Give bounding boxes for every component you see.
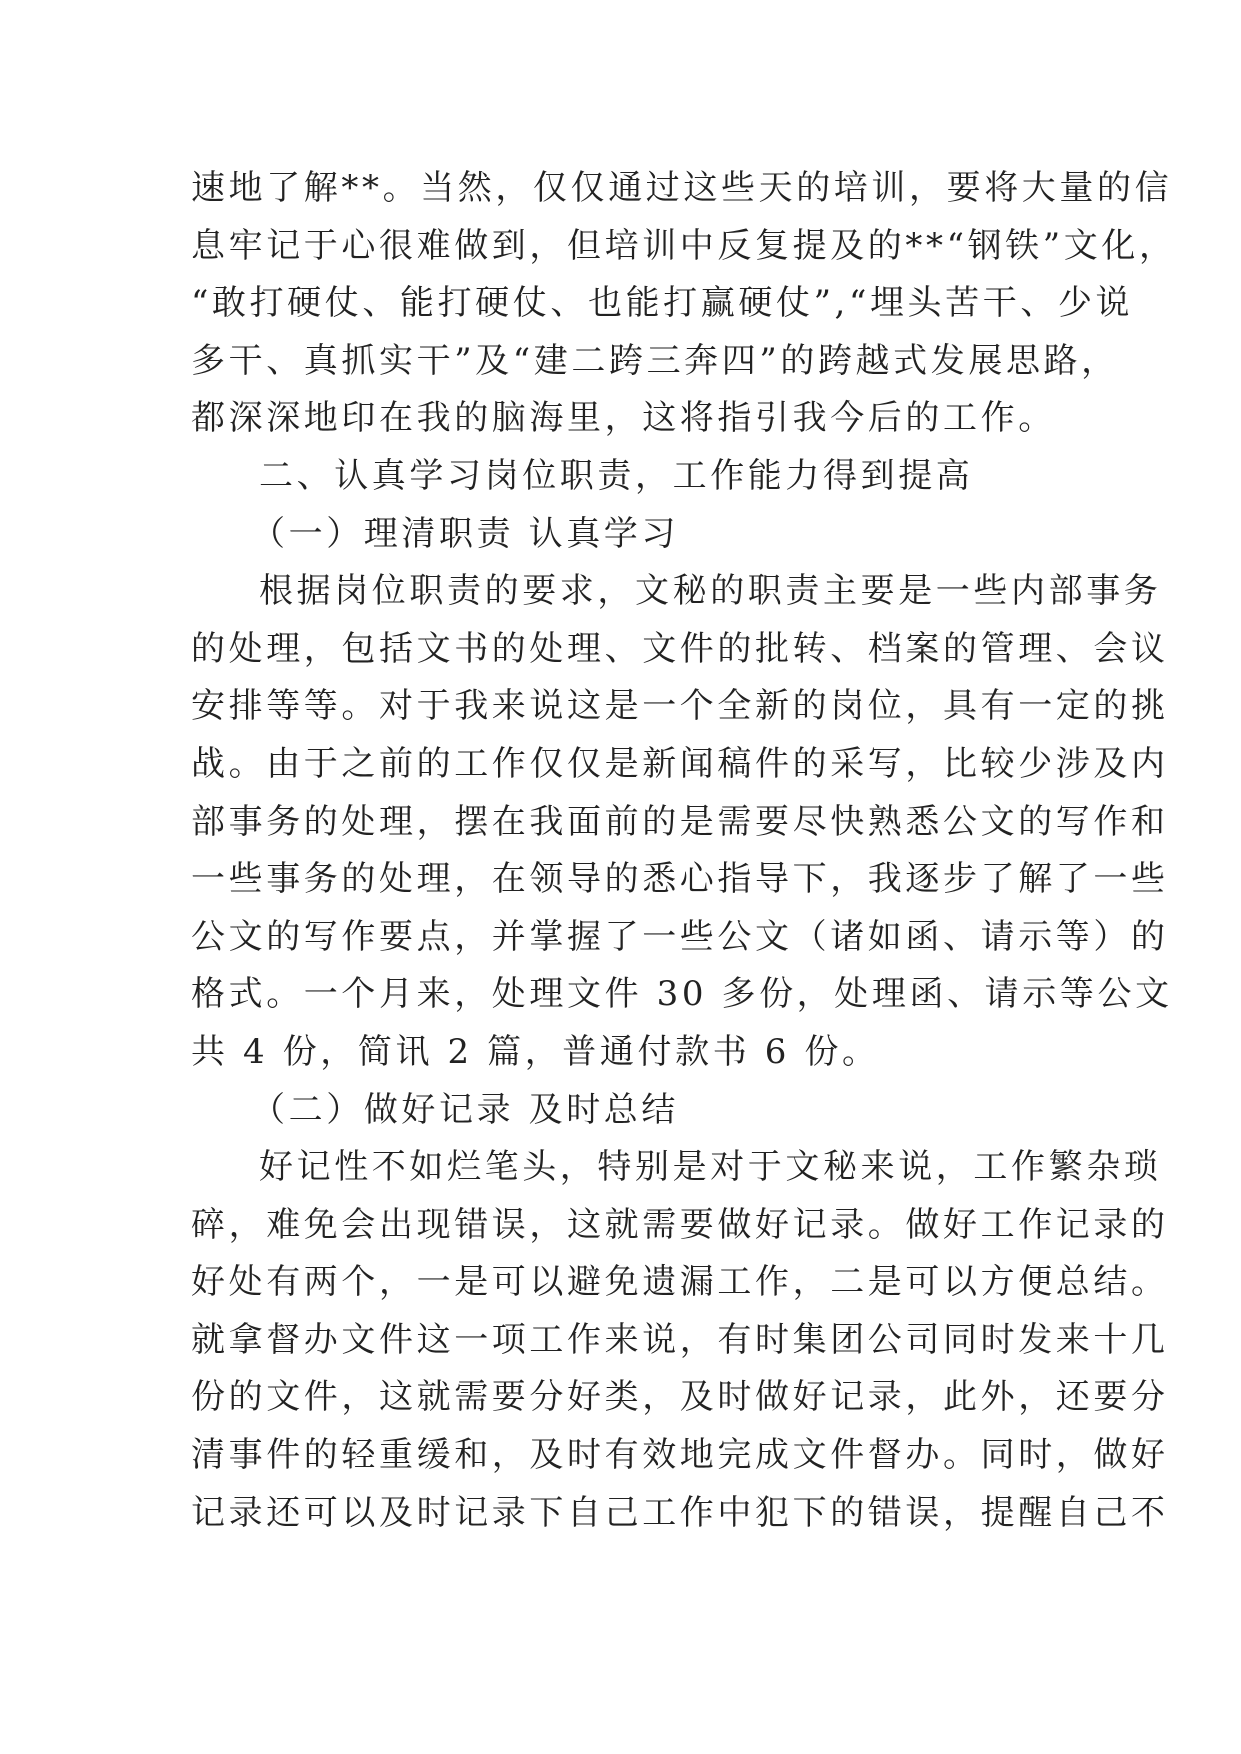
text-line: 根据岗位职责的要求，文秘的职责主要是一些内部事务	[259, 571, 1162, 612]
text-line: 碎，难免会出现错误，这就需要做好记录。做好工作记录的	[191, 1204, 1169, 1245]
section-heading: 二、认真学习岗位职责，工作能力得到提高	[259, 455, 974, 496]
text-line: 好处有两个，一是可以避免遗漏工作，二是可以方便总结。	[191, 1262, 1169, 1303]
text-line: 清事件的轻重缓和，及时有效地完成文件督办。同时，做好	[191, 1435, 1169, 1476]
text-line: 就拿督办文件这一项工作来说，有时集团公司同时发来十几	[191, 1319, 1169, 1360]
text-line: 息牢记于心很难做到，但培训中反复提及的**“钢铁”文化，	[191, 225, 1177, 266]
text-line: 共 4 份，简讯 2 篇，普通付款书 6 份。	[191, 1031, 880, 1072]
text-line: 记录还可以及时记录下自己工作中犯下的错误，提醒自己不	[191, 1492, 1169, 1533]
text-line: “敢打硬仗、能打硬仗、也能打赢硬仗”,“埋头苦干、少说	[191, 283, 1134, 324]
text-line: 的处理，包括文书的处理、文件的批转、档案的管理、会议	[191, 628, 1169, 669]
text-line: 战。由于之前的工作仅仅是新闻稿件的采写，比较少涉及内	[191, 743, 1169, 784]
text-line: 速地了解**。当然，仅仅通过这些天的培训，要将大量的信	[191, 168, 1173, 208]
text-line: 一些事务的处理，在领导的悉心指导下，我逐步了解了一些	[191, 859, 1169, 900]
text-line: 份的文件，这就需要分好类，及时做好记录，此外，还要分	[191, 1377, 1169, 1418]
text-line: 好记性不如烂笔头，特别是对于文秘来说，工作繁杂琐	[259, 1147, 1162, 1188]
text-line: 都深深地印在我的脑海里，这将指引我今后的工作。	[191, 398, 1056, 439]
subsection-heading: （二）做好记录 及时总结	[251, 1089, 680, 1130]
text-line: 部事务的处理，摆在我面前的是需要尽快熟悉公文的写作和	[191, 801, 1169, 842]
subsection-heading: （一）理清职责 认真学习	[251, 513, 680, 554]
text-line: 格式。一个月来，处理文件 30 多份，处理函、请示等公文	[191, 974, 1173, 1015]
document-body	[191, 160, 1177, 1542]
text-line: 安排等等。对于我来说这是一个全新的岗位，具有一定的挑	[191, 686, 1169, 727]
text-line: 多干、真抓实干”及“建二跨三奔四”的跨越式发展思路，	[191, 340, 1119, 381]
text-line: 公文的写作要点，并掌握了一些公文（诸如函、请示等）的	[191, 916, 1169, 957]
